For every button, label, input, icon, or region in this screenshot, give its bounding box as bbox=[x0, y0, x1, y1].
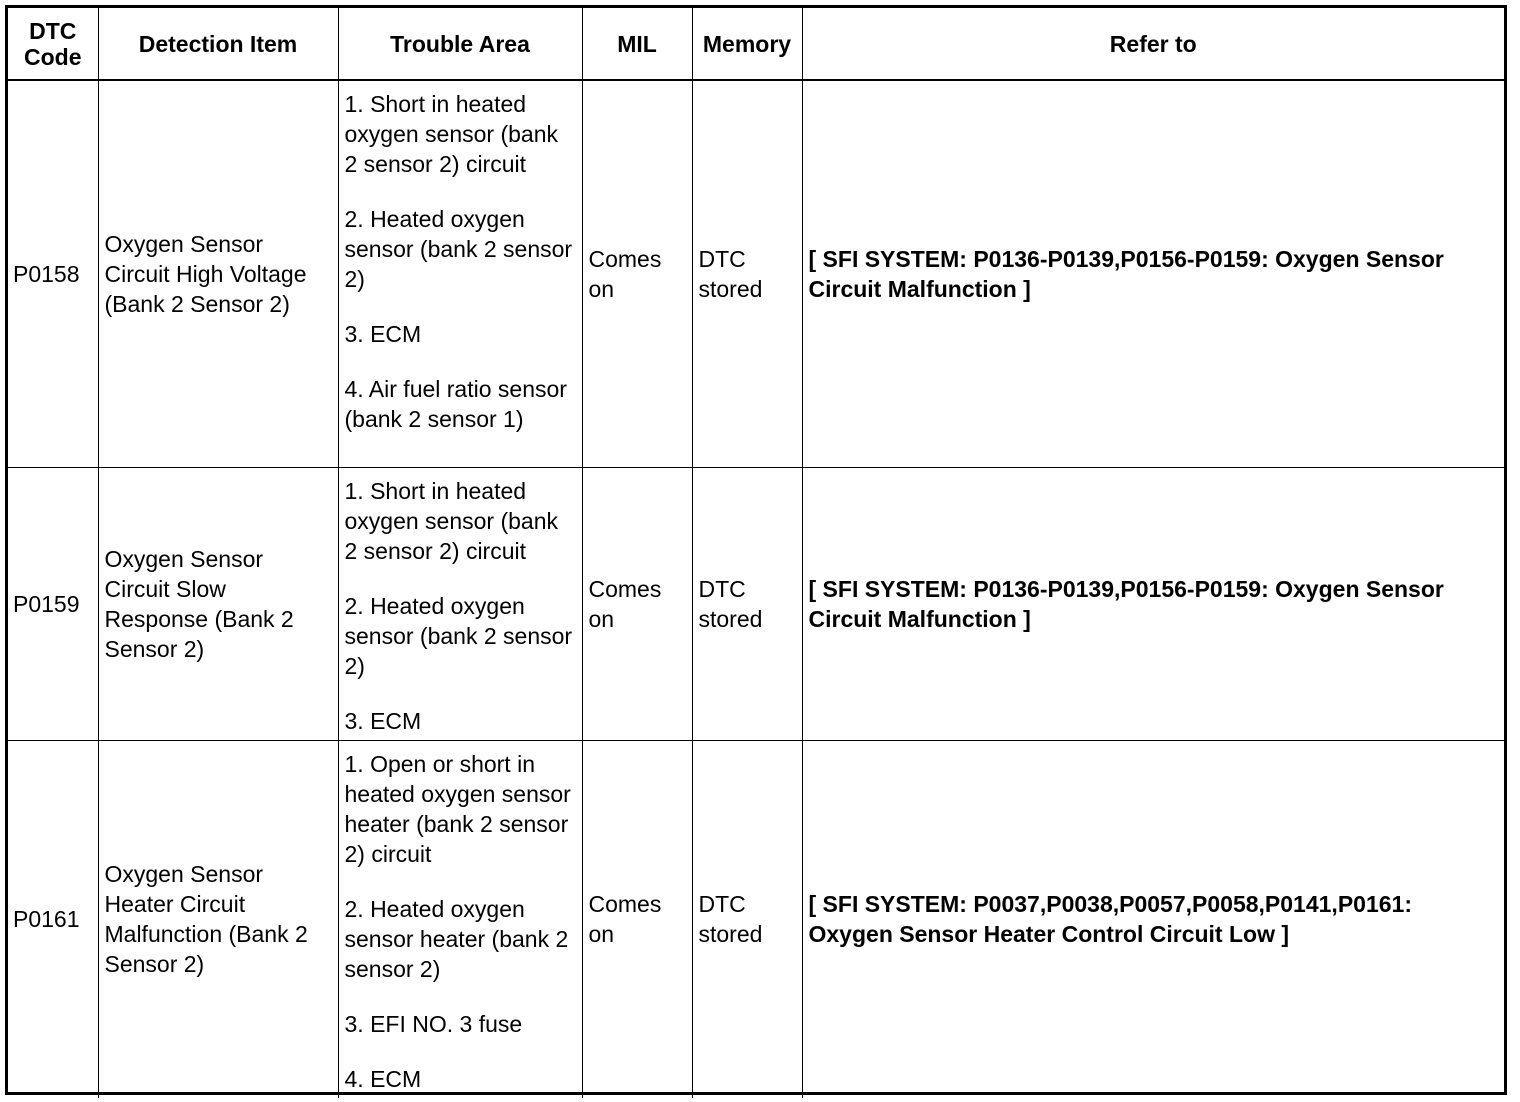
trouble-area-item: 3. EFI NO. 3 fuse bbox=[344, 1010, 523, 1037]
header-refer-to: Refer to bbox=[802, 8, 1504, 80]
memory-cell: DTC stored bbox=[692, 467, 802, 740]
mil-cell: Comes on bbox=[582, 740, 692, 1098]
table-row bbox=[8, 740, 1504, 1098]
refer-to-link[interactable]: [ SFI SYSTEM: P0136-P0139,P0156-P0159: Oxygen Sensor Circuit Malfunction ] bbox=[802, 467, 1504, 740]
detection-item-cell: Oxygen Sensor Circuit Slow Response (Bank 2 Sensor 2) bbox=[98, 467, 338, 740]
dtc-table-frame bbox=[5, 5, 1507, 1095]
mil-cell: Comes on bbox=[582, 467, 692, 740]
trouble-area-item: 3. ECM bbox=[344, 707, 422, 734]
table-row bbox=[8, 467, 1504, 740]
table-row bbox=[8, 80, 1504, 467]
memory-cell: DTC stored bbox=[692, 80, 802, 467]
mil-cell: Comes on bbox=[582, 80, 692, 467]
trouble-area-item: 1. Short in heated oxygen sensor (bank 2 sensor 2) circuit bbox=[344, 91, 559, 177]
trouble-area-item: 2. Heated oxygen sensor (bank 2 sensor 2) bbox=[344, 592, 573, 679]
dtc-code-cell: P0159 bbox=[8, 467, 98, 740]
trouble-area-item: 2. Heated oxygen sensor (bank 2 sensor 2) bbox=[344, 206, 573, 292]
header-row bbox=[8, 8, 1504, 80]
header-detection-item: Detection Item bbox=[98, 8, 338, 80]
dtc-code-cell: P0158 bbox=[8, 80, 98, 467]
header-dtc-code bbox=[8, 8, 98, 80]
trouble-area-item: 4. Air fuel ratio sensor (bank 2 sensor 1) bbox=[344, 376, 567, 432]
trouble-area-cell bbox=[338, 467, 582, 740]
dtc-table bbox=[8, 8, 1504, 1098]
header-mil: MIL bbox=[582, 8, 692, 80]
trouble-area-item: 1. Open or short in heated oxygen sensor heater (bank 2 sensor 2) circuit bbox=[344, 750, 571, 867]
memory-cell: DTC stored bbox=[692, 740, 802, 1098]
refer-to-link[interactable]: [ SFI SYSTEM: P0136-P0139,P0156-P0159: Oxygen Sensor Circuit Malfunction ] bbox=[802, 80, 1504, 467]
trouble-area-item: 4. ECM bbox=[344, 1065, 422, 1092]
refer-to-link[interactable]: [ SFI SYSTEM: P0037,P0038,P0057,P0058,P0141,P0161: Oxygen Sensor Heater Control Circuit Low ] bbox=[802, 740, 1504, 1098]
dtc-code-cell: P0161 bbox=[8, 740, 98, 1098]
header-dtc-code-line2: Code bbox=[24, 43, 82, 70]
header-dtc-code-line1: DTC bbox=[29, 17, 77, 44]
trouble-area-item: 1. Short in heated oxygen sensor (bank 2 sensor 2) circuit bbox=[344, 477, 559, 564]
detection-item-cell: Oxygen Sensor Circuit High Voltage (Bank 2 Sensor 2) bbox=[98, 80, 338, 467]
trouble-area-cell bbox=[338, 740, 582, 1098]
trouble-area-cell bbox=[338, 80, 582, 467]
detection-item-cell: Oxygen Sensor Heater Circuit Malfunction (Bank 2 Sensor 2) bbox=[98, 740, 338, 1098]
header-memory: Memory bbox=[692, 8, 802, 80]
header-trouble-area: Trouble Area bbox=[338, 8, 582, 80]
trouble-area-item: 3. ECM bbox=[344, 321, 422, 347]
trouble-area-item: 2. Heated oxygen sensor heater (bank 2 sensor 2) bbox=[344, 895, 569, 982]
